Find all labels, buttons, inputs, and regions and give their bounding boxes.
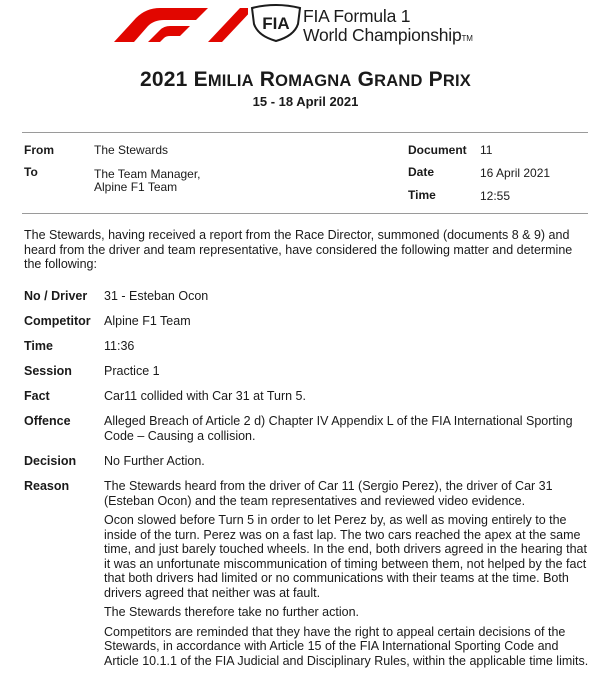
to-value: The Team Manager, Alpine F1 Team: [94, 167, 201, 194]
document-label: Document: [408, 143, 467, 157]
offence-value: Alleged Breach of Article 2 d) Chapter IV Appendix L of the FIA International Sporting Code – Causing a collision.: [104, 414, 573, 443]
fia-logo-text: FIA: [262, 14, 290, 33]
decision-label: Decision: [24, 454, 77, 468]
reason-label: Reason: [24, 479, 70, 493]
incident-time-value: 11:36: [104, 339, 135, 353]
date-label: Date: [408, 165, 435, 179]
reason-paragraph: Competitors are reminded that they have the right to appeal certain decisions of the Stewards, in accordance with Article 15 of the FIA International Sporting Code and Article 10.1.1 of the FIA Judicial and Disciplinary Rules, within the applicable time limits.: [104, 624, 589, 668]
time-label: Time: [408, 188, 436, 202]
driver-value: 31 - Esteban Ocon: [104, 289, 209, 303]
championship-name: [303, 7, 473, 48]
competitor-label: Competitor: [24, 314, 91, 328]
from-label: From: [24, 143, 54, 157]
championship-line1: FIA Formula 1: [303, 6, 411, 26]
f1-logo: [108, 6, 248, 42]
driver-label: No / Driver: [24, 289, 88, 303]
document-header: [0, 0, 611, 60]
fia-shield-logo: [250, 4, 302, 42]
offence-label: Offence: [24, 414, 71, 428]
time-value: 12:55: [480, 189, 511, 203]
event-dates: 15 - 18 April 2021: [252, 94, 359, 109]
championship-line2: World ChampionshipTM: [303, 25, 473, 45]
from-value: The Stewards: [94, 143, 169, 157]
reason-paragraph: Ocon slowed before Turn 5 in order to let Perez by, as well as moving entirely to the inside of the turn. Perez was on a fast lap. The two cars reached the apex at the same time, and just barely touched wheels. In the end, both drivers agreed in the hearing that it was an unfortunate miscommunication of timing between them, not helped by the fact that both drivers had limited or no communications with their teams at the time. Both drivers agreed that neither was at fault.: [104, 513, 587, 600]
intro-paragraph: The Stewards, having received a report from the Race Director, summoned (documents 8 & 9) and heard from the driver and team representative, have considered the following matter and determine the following:: [24, 228, 573, 271]
document-value: 11: [480, 143, 493, 157]
incident-time-label: Time: [24, 339, 53, 353]
fact-value: Car11 collided with Car 31 at Turn 5.: [104, 389, 306, 403]
competitor-value: Alpine F1 Team: [104, 314, 191, 328]
decision-value: No Further Action.: [104, 454, 205, 468]
meta-divider: [22, 213, 588, 214]
session-label: Session: [24, 364, 72, 378]
header-divider: [22, 132, 588, 133]
event-title: 2021 EMILIA ROMAGNA GRAND PRIX: [140, 68, 471, 91]
reason-text: [104, 479, 594, 673]
session-value: Practice 1: [104, 364, 160, 378]
reason-paragraph: The Stewards therefore take no further action.: [104, 605, 359, 619]
date-value: 16 April 2021: [480, 166, 551, 180]
trademark: TM: [461, 34, 473, 43]
reason-paragraph: The Stewards heard from the driver of Car 11 (Sergio Perez), the driver of Car 31 (Esteban Ocon) and the team representatives and reviewed video evidence.: [104, 479, 553, 508]
fact-label: Fact: [24, 389, 50, 403]
to-label: To: [24, 165, 38, 179]
